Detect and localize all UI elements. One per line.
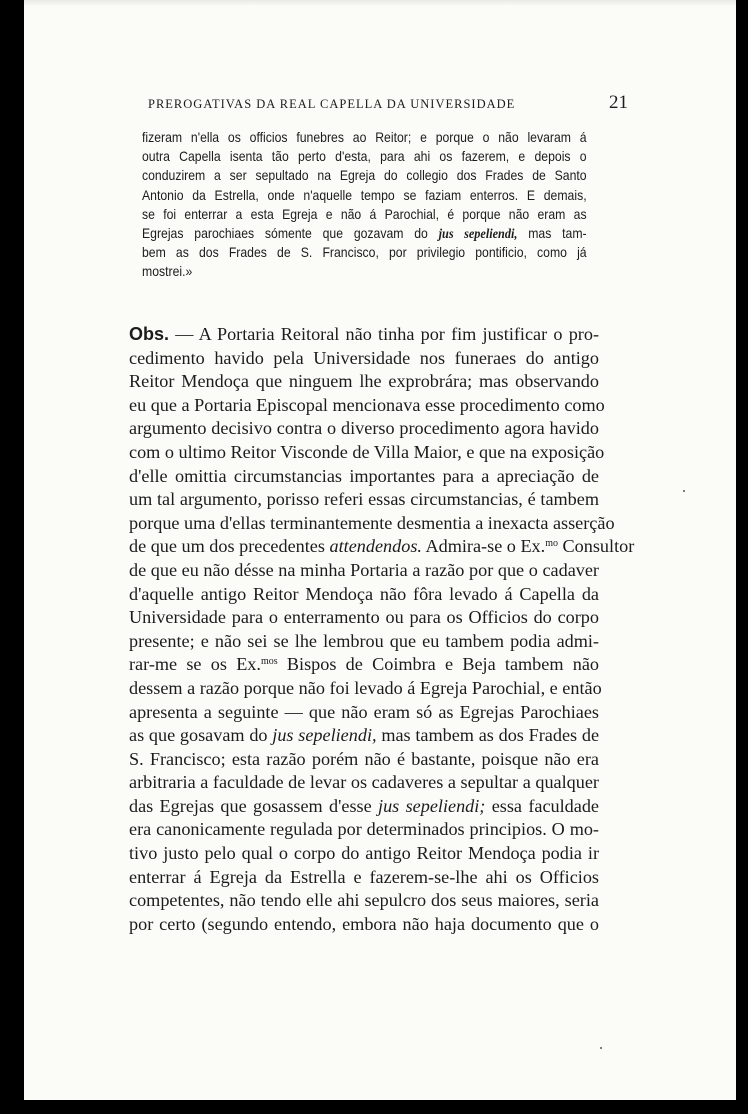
- quote-line: outra Capella isenta tão perto d'esta, para ahi os fazerem, e depois o: [142, 149, 587, 165]
- italic-phrase: jus sepeliendi,: [438, 226, 518, 242]
- main-paragraph: [129, 323, 635, 936]
- text-run: as que gosavam do: [129, 725, 268, 746]
- italic-phrase: attendendos.: [329, 536, 422, 557]
- page-header: [148, 92, 628, 114]
- text-line: d'elle omittia circumstancias importantes para a apreciação de: [129, 465, 599, 486]
- text-line: presente; e não sei se lhe lembrou que eu tambem podia admi-: [129, 630, 599, 651]
- page-number: 21: [609, 92, 628, 113]
- text-run: de que um dos precedentes: [129, 536, 325, 557]
- text-line: [129, 653, 599, 677]
- text-line: apresenta a seguinte — que não eram só as Egrejas Parochiaes: [129, 701, 599, 722]
- text-run: rar-me se os Ex.: [129, 654, 261, 675]
- text-line: S. Francisco; esta razão porém não é bastante, poisque não era: [129, 748, 599, 769]
- text-line: tivo justo pelo qual o corpo do antigo Reitor Mendoça podia ir: [129, 843, 599, 864]
- italic-phrase: jus sepeliendi,: [272, 725, 377, 746]
- quote-line: se foi enterrar a esta Egreja e não á Parochial, é porque não eram as: [142, 206, 587, 222]
- scan-speck: [600, 1047, 602, 1049]
- text-line: [129, 323, 599, 347]
- quote-line: conduzirem a ser sepultado na Egreja do collegio dos Frades de Santo: [142, 168, 587, 184]
- text-line: arbitraria a faculdade de levar os cadaveres a sepultar a qualquer: [129, 772, 599, 793]
- text-line: era canonicamente regulada por determinados principios. O mo-: [129, 819, 599, 840]
- text-run: Admira-se o Ex.: [425, 536, 546, 557]
- text-line: enterrar á Egreja da Estrella e fazerem-se-lhe ahi os Officios: [129, 866, 599, 887]
- text-line: competentes, não tendo elle ahi sepulcro dos seus maiores, seria: [129, 890, 599, 911]
- text-run: Consultor: [562, 536, 635, 557]
- text-line: porque uma d'ellas terminantemente desmentia a inexacta asserção: [129, 512, 615, 533]
- text-run: das Egrejas que gosassem d'esse: [129, 795, 372, 816]
- text-run: essa faculdade: [491, 795, 600, 816]
- text-line: de que eu não désse na minha Portaria a razão por que o cadaver: [129, 559, 599, 580]
- text-line: d'aquelle antigo Reitor Mendoça não fôra levado á Capella da: [129, 583, 599, 604]
- text-line: argumento decisivo contra o diverso procedimento agora havido: [129, 418, 599, 439]
- quote-line: Antonio da Estrella, onde n'aquelle tempo se faziam enterros. E demais,: [142, 187, 587, 203]
- italic-phrase: jus sepeliendi;: [378, 795, 486, 816]
- text-line: [129, 724, 599, 748]
- text-line: dessem a razão porque não foi levado á Egreja Parochial, e então: [129, 677, 602, 698]
- text-line: com o ultimo Reitor Visconde de Villa Maior, e que na exposição: [129, 441, 605, 462]
- quoted-block: [142, 128, 587, 282]
- text-run: mas tambem as dos Frades de: [381, 725, 600, 746]
- scan-edge: [24, 0, 736, 6]
- quote-line-text: Egrejas parochiaes sómente que gozavam do: [142, 226, 428, 242]
- text-run: — A Portaria Reitoral não tinha por fim justificar o pro-: [175, 324, 600, 344]
- quote-line: [142, 224, 587, 243]
- text-line: por certo (segundo entendo, embora não haja documento que o: [129, 913, 599, 934]
- text-line: [129, 535, 635, 559]
- running-head: PREROGATIVAS DA REAL CAPELLA DA UNIVERSIDADE: [148, 97, 516, 111]
- text-line: Universidade para o enterramento ou para os Officios do corpo: [129, 607, 599, 628]
- quote-line-tail: mas tam-: [528, 226, 587, 242]
- quote-line: bem as dos Frades de S. Francisco, por privilegio pontificio, como já: [142, 245, 587, 261]
- text-line: um tal argumento, porisso referi essas circumstancias, é tambem: [129, 489, 599, 510]
- text-line: cedimento havido pela Universidade nos funeraes do antigo: [129, 347, 599, 368]
- text-run: Bispos de Coimbra e Beja tambem não: [286, 654, 600, 675]
- quote-line: mostrei.»: [142, 264, 193, 280]
- quote-line: fizeram n'ella os officios funebres ao Reitor; e porque o não levaram á: [142, 130, 587, 145]
- text-line: Reitor Mendoça que ninguem lhe exprobrára; mas observando: [129, 371, 599, 392]
- obs-label: Obs.: [129, 324, 170, 344]
- superscript: mos: [260, 656, 278, 668]
- scanned-page: [24, 0, 736, 1100]
- text-line: [129, 795, 599, 819]
- superscript: mo: [545, 538, 558, 550]
- scan-speck: [683, 490, 685, 492]
- text-line: eu que a Portaria Episcopal mencionava esse procedimento como: [129, 394, 605, 415]
